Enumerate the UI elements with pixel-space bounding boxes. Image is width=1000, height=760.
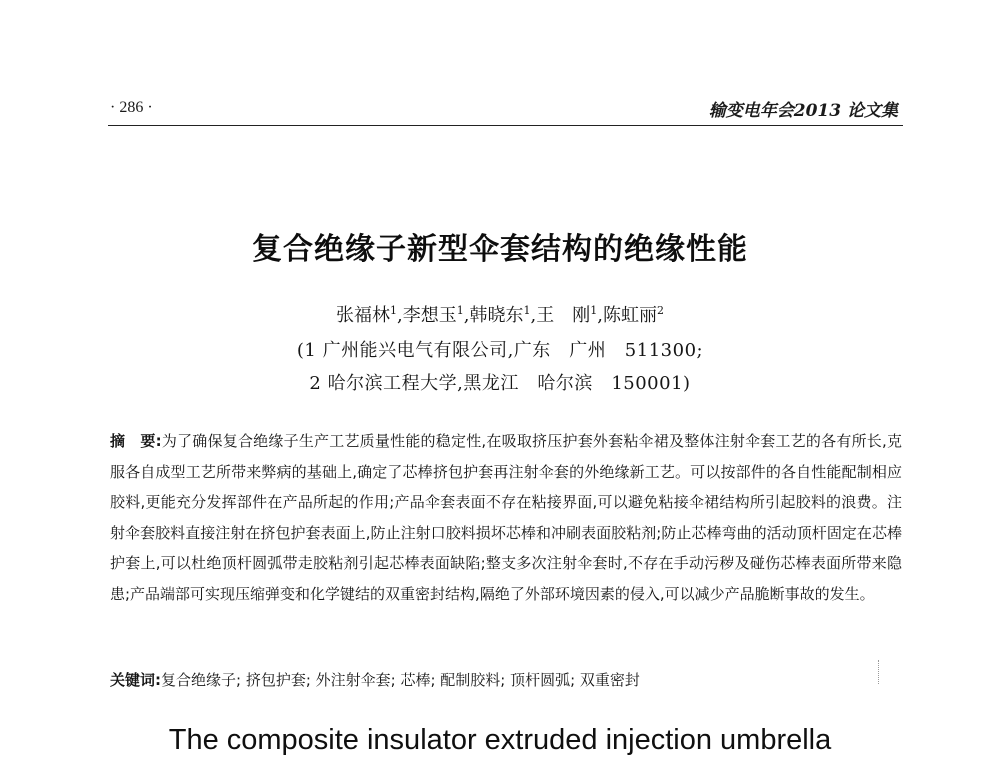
abstract-text: 为了确保复合绝缘子生产工艺质量性能的稳定性,在吸取挤压护套外套粘伞裙及整体注射伞套工艺的各有所长,克服各自成型工艺所带来弊病的基础上,确定了芯棒挤包护套再注射伞套的外绝缘新工艺。可以按部件的各自性能配制相应胶料,更能充分发挥部件在产品所起的作用;产品伞套表面不存在粘接界面,可以避免粘接伞裙结构所引起胶料的浪费。注射伞套胶料直接注射在挤包护套表面上,防止注射口胶料损坏芯棒和冲刷表面胶粘剂;防止芯棒弯曲的活动顶杆固定在芯棒护套上,可以杜绝顶杆圆弧带走胶粘剂引起芯棒表面缺陷;整支多次注射伞套时,不存在手动污秽及碰伤芯棒表面所带来隐患;产品端部可实现压缩弹变和化学键结的双重密封结构,隔绝了外部环境因素的侵入,可以减少产品脆断事故的发生。 [110,432,903,603]
abstract-label: 摘 要: [110,432,162,450]
author: 韩晓东 [469,305,524,326]
author: 陈虹丽 [602,305,657,326]
author-affil-mark: 1 [456,304,464,317]
author-affil-mark: 1 [590,304,598,317]
author-affil-mark: 2 [656,304,664,317]
scan-speck [878,660,882,684]
english-title: The composite insulator extruded injection umbrella [168,724,832,756]
journal-title: 输变电年会2013 论文集 [708,101,898,121]
keywords-text: 复合绝缘子; 挤包护套; 外注射伞套; 芯棒; 配制胶料; 顶杆圆弧; 双重密封 [161,671,640,689]
author: 王 刚 [536,305,591,326]
paper-title: 复合绝缘子新型伞套结构的绝缘性能 [252,232,748,267]
author: 张福林 [336,305,391,326]
header-rule [108,125,903,126]
keywords-label: 关键词: [110,671,161,689]
abstract [110,426,902,609]
affiliation-line-1: (1 广州能兴电气有限公司,广东 广州 511300; [296,340,704,361]
author-affil-mark: 1 [523,304,531,317]
author-list: 张福林$^1$,李想玉$^1$,韩晓东$^1$,王 刚$^1$,陈虹丽$^2$ [336,304,664,326]
affiliation-line-2: 2 哈尔滨工程大学,黑龙江 哈尔滨 150001) [309,373,691,394]
author-affil-mark: 1 [390,304,398,317]
keywords [110,669,902,690]
page-number: · 286 · [110,99,153,116]
author: 李想玉 [402,305,457,326]
